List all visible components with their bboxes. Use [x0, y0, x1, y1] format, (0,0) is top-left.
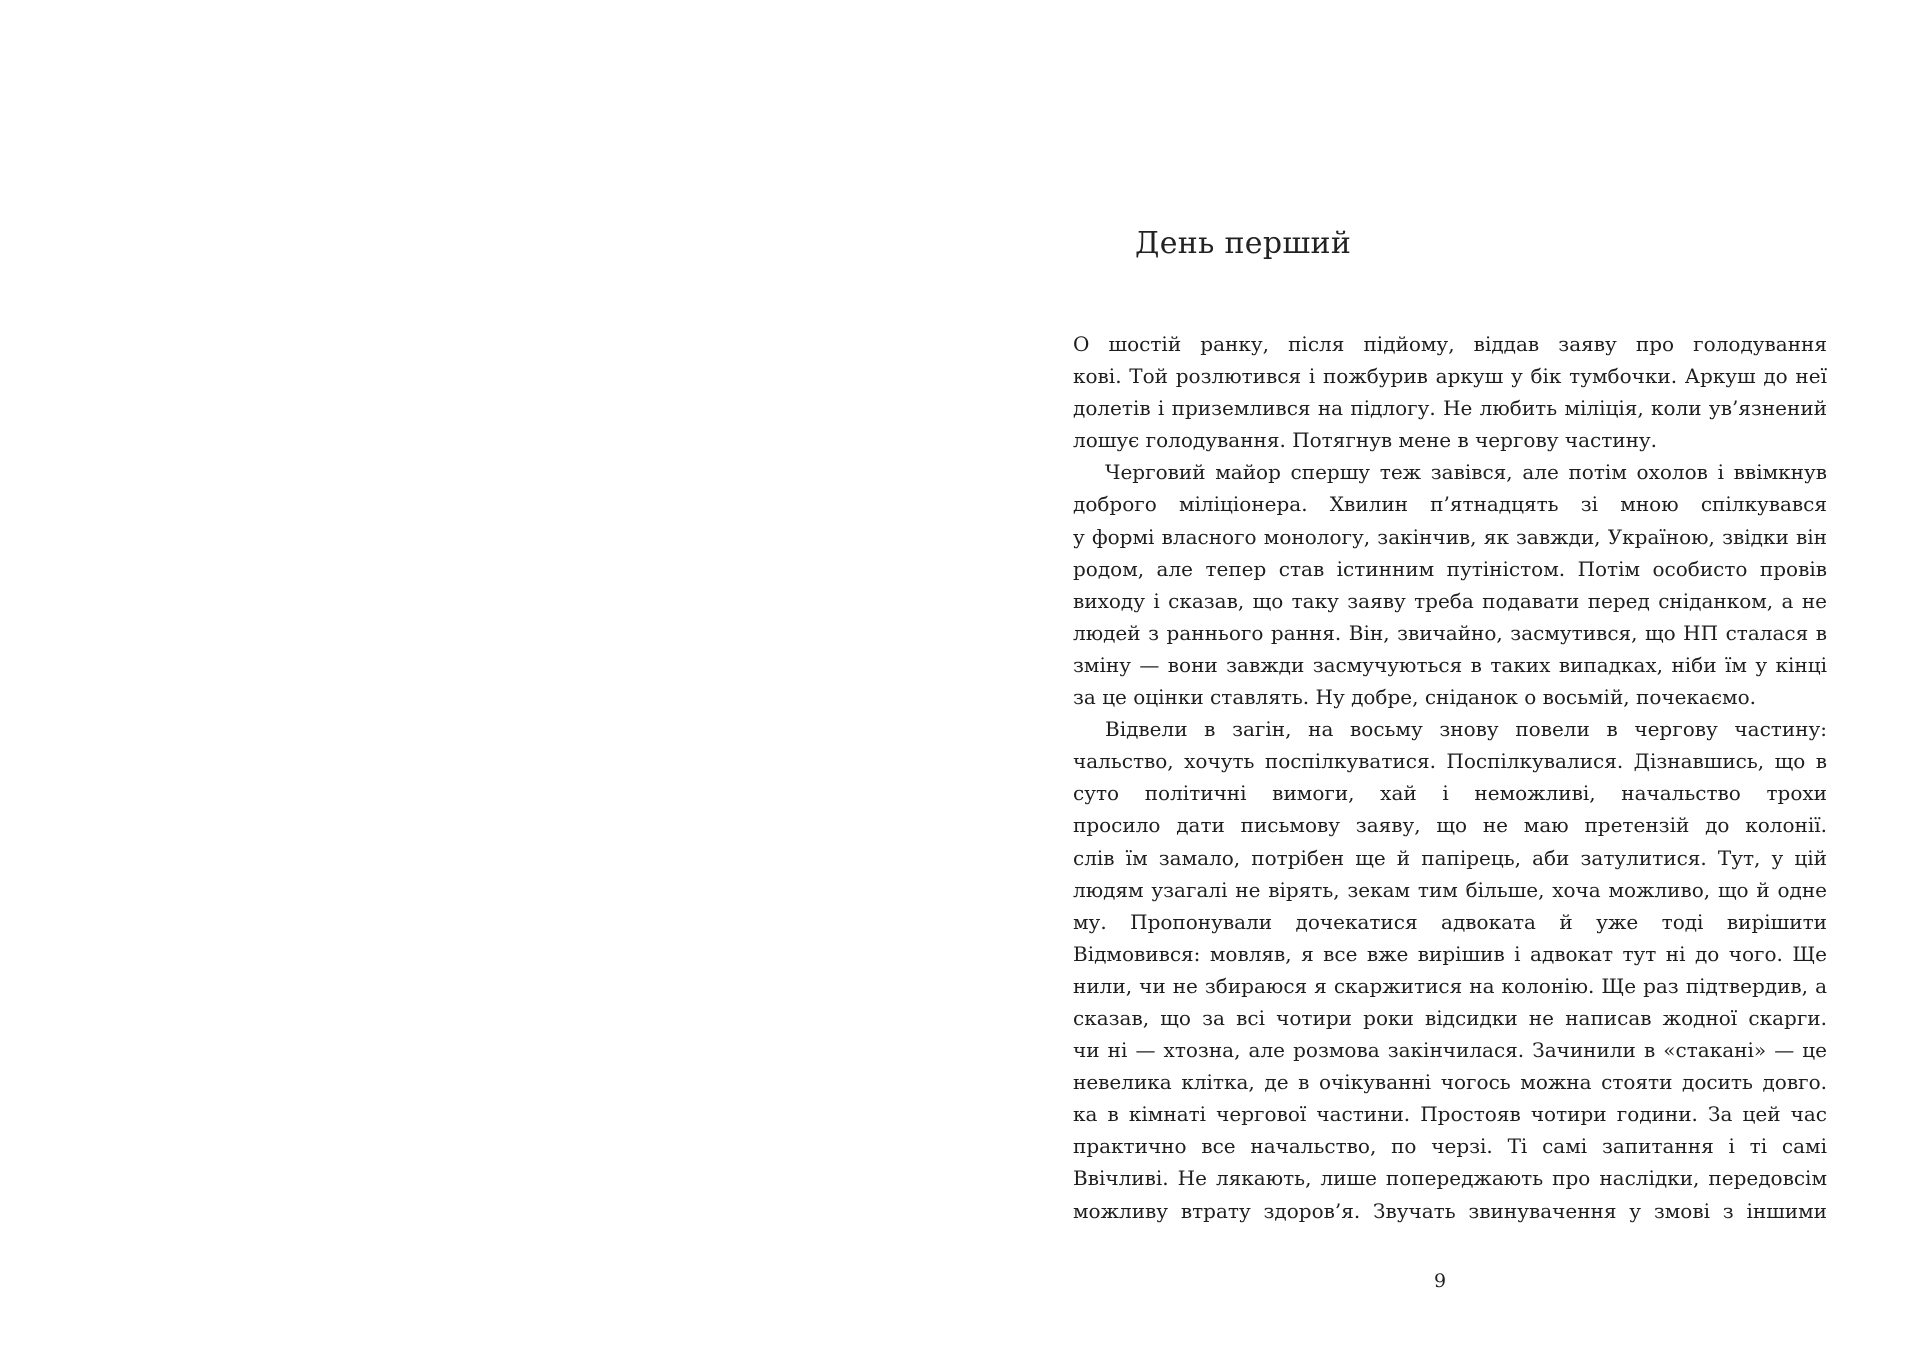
text-line: доброго міліціонера. Хвилин п’ятнадцять зі мною спілкувався [1073, 492, 1827, 517]
text-line: Ввічливі. Не лякають, лише попереджають про наслідки, передовсім [1073, 1166, 1827, 1191]
text-line: кові. Той розлютився і пожбурив аркуш у бік тумбочки. Аркуш до неї [1073, 364, 1827, 389]
text-line: людям узагалі не вірять, зекам тим більше, хоча можливо, що й одне [1073, 877, 1827, 902]
text-line: практично все начальство, по черзі. Ті самі запитання і ті самі [1073, 1134, 1827, 1159]
text-line: Відвели в загін, на восьму знову повели в чергову частину: [1105, 717, 1827, 742]
text-line: Відмовився: мовляв, я все вже вирішив і адвокат тут ні до чого. Ще [1073, 941, 1827, 966]
text-line: чальство, хочуть поспілкуватися. Поспілкувалися. Дізнавшись, що в [1073, 749, 1827, 774]
text-line: суто політичні вимоги, хай і неможливі, начальство трохи [1073, 781, 1827, 806]
text-line: нили, чи не збираюся я скаржитися на колонію. Ще раз підтвердив, а [1073, 973, 1827, 998]
text-line: родом, але тепер став істинним путіністом. Потім особисто провів [1073, 556, 1827, 581]
page-number: 9 [1433, 1270, 1447, 1292]
text-line: чи ні — хтозна, але розмова закінчилася. Зачинили в «стакані» — це [1073, 1038, 1827, 1063]
text-line: людей з раннього рання. Він, звичайно, засмутився, що НП сталася в [1073, 620, 1827, 645]
text-line: можливу втрату здоров’я. Звучать звинувачення у змові з іншими [1073, 1198, 1827, 1223]
text-line: Черговий майор спершу теж завівся, але потім охолов і ввімкнув [1105, 460, 1827, 485]
text-line: виходу і сказав, що таку заяву треба подавати перед сніданком, а не [1073, 588, 1827, 613]
text-line: О шостій ранку, після підйому, віддав заяву про голодування [1073, 332, 1827, 356]
text-line: сказав, що за всі чотири роки відсидки не написав жодної скарги. [1073, 1005, 1827, 1030]
text-line: му. Пропонували дочекатися адвоката й уже тоді вирішити [1073, 909, 1827, 934]
body-text [1073, 328, 1827, 1227]
text-line: слів їм замало, потрібен ще й папірець, аби затулитися. Тут, у цій [1073, 845, 1827, 870]
chapter-title: День перший [1135, 226, 1352, 261]
text-line: долетів і приземлився на підлогу. Не любить міліція, коли ув’язнений [1073, 396, 1827, 421]
text-line: просило дати письмову заяву, що не маю претензій до колонії. [1073, 813, 1827, 838]
text-line: за це оцінки ставлять. Ну добре, сніданок о восьмій, почекаємо. [1073, 685, 1757, 710]
text-line: зміну — вони завжди засмучуються в таких випадках, ніби їм у кінці [1073, 652, 1827, 677]
text-line: ка в кімнаті чергової частини. Простояв чотири години. За цей час [1073, 1102, 1827, 1127]
text-line: у формі власного монологу, закінчив, як завжди, Україною, звідки він [1073, 524, 1827, 549]
right-page [960, 0, 1920, 1350]
text-line: лошує голодування. Потягнув мене в чергову частину. [1073, 428, 1658, 453]
text-line: невелика клітка, де в очікуванні чогось можна стояти досить довго. [1073, 1070, 1827, 1095]
